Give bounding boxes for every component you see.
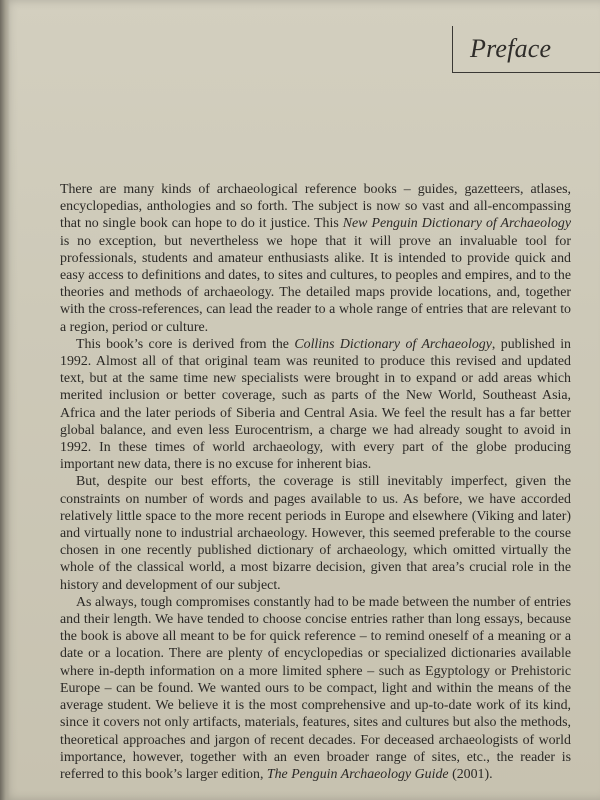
book-title-collins: Collins Dictionary of Archaeology <box>294 336 492 352</box>
paragraph-3: But, despite our best efforts, the coverage is still inevitably imperfect, given the constraints on number of words and pages available to us. As before, we have accorded relatively little space to the more recent periods in Europe and elsewhere (Viking and later) and virtually none to industrial archaeology. However, this seemed preferable to the course chosen in one recently published dictionary of archaeology, which omitted virtually the whole of the classical world, a most bizarre decision, given that area’s crucial role in the history and development of our subject. <box>60 474 571 593</box>
paragraph-1-text-a: There are many kinds of archaeological reference books – guides, gazetteers, atlases, encyclopedias, anthologies and so forth. The subject is now so vast and all-encompassing that no single book can hope to do it justice. This <box>60 182 571 232</box>
paragraph-4-text-a: As always, tough compromises constantly had to be made between the number of entries and their length. We have tended to choose concise entries rather than long essays, because the book is above all meant to be for quick reference – to remind oneself of a meaning or a date or a location. There are plenty of encyclopedias or specialized dictionaries available where in-depth information on a more limited sphere – such as Egyptology or Prehistoric Europe – can be found. We wanted ours to be compact, light and within the means of the average student. We believe it is the most comprehensive and up-to-date work of its kind, since it covers not only artifacts, materials, features, sites and cultures but also the methods, theoretical approaches and jargon of recent decades. For deceased archaeologists of world importance, however, together with an even broader range of sites, etc., the reader is referred to this book’s larger edition, <box>60 594 571 782</box>
paragraph-2 <box>60 336 571 474</box>
header-rule-horizontal <box>452 72 600 73</box>
book-title-new-penguin: New Penguin Dictionary of Archaeology <box>342 216 571 232</box>
paragraph-4 <box>60 594 571 783</box>
header-rule-vertical <box>452 26 453 72</box>
paragraph-1-text-b: is no exception, but nevertheless we hope that it will prove an invaluable tool for professionals, students and amateur enthusiasts alike. It is intended to provide quick and easy access to definitions and dates, to sites and cultures, to peoples and empires, and to the theories and methods of archaeology. The detailed maps provide locations, and, together with the cross-references, can lead the reader to a whole range of entries that are relevant to a region, period or culture. <box>60 233 571 335</box>
paragraph-2-text-b: , published in 1992. Almost all of that original team was reunited to produce this revised and updated text, but at the same time new specialists were brought in to expand or add areas which merited inclusion or better coverage, such as parts of the New World, Southeast Asia, Africa and the later periods of Siberia and Central Asia. We feel the result has a far better global balance, and even less Eurocentrism, a charge we had already sought to avoid in 1992. In these times of world archaeology, with every part of the globe producing important new data, there is no excuse for inherent bias. <box>60 336 572 473</box>
book-binding-shadow <box>0 0 10 800</box>
preface-body <box>60 181 571 783</box>
paragraph-1 <box>60 181 571 336</box>
book-title-archaeology-guide: The Penguin Archaeology Guide <box>266 766 449 782</box>
page-title: Preface <box>470 34 552 63</box>
paragraph-4-text-b: (2001). <box>448 766 493 782</box>
paragraph-2-text-a: This book’s core is derived from the <box>76 336 295 352</box>
